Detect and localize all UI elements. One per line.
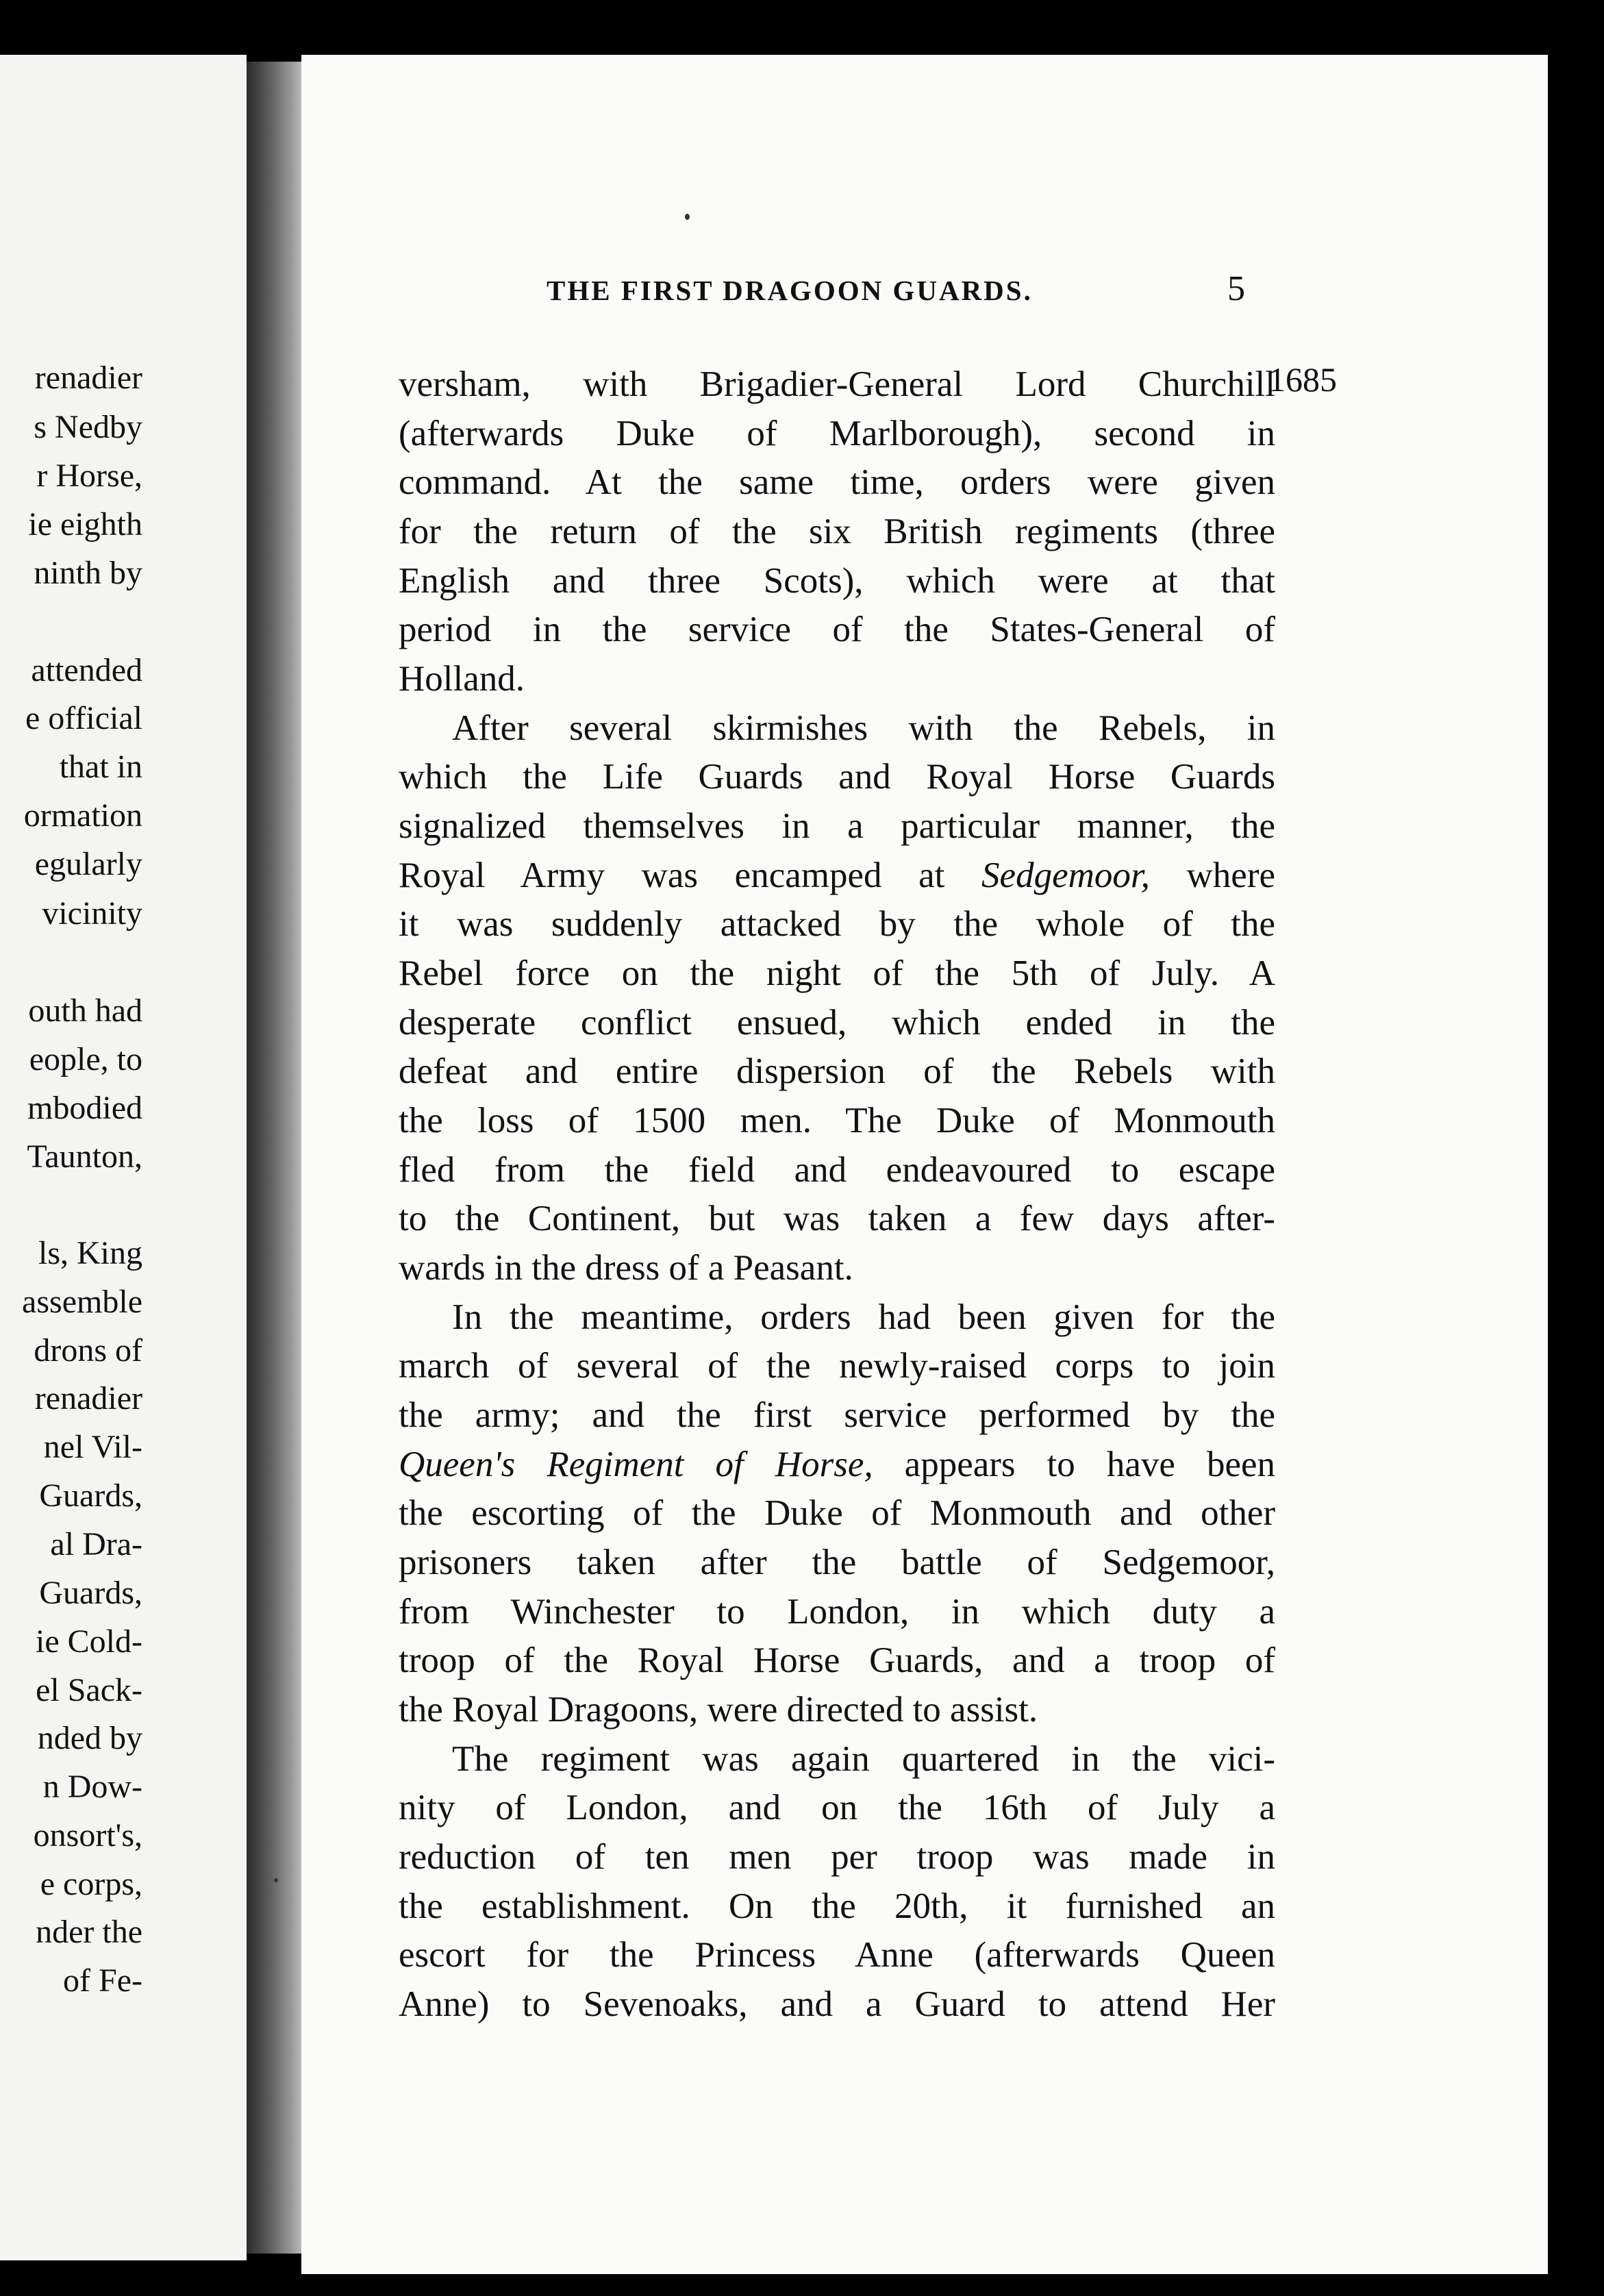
text-line: troop of the Royal Horse Guards, and a troop of xyxy=(399,1640,1275,1680)
left-page-line: n Dow- xyxy=(42,1769,142,1805)
text-line: Anne) to Sevenoaks, and a Guard to attend Her xyxy=(399,1984,1275,2024)
left-page-line: s Nedby xyxy=(34,409,142,445)
left-page-line: ormation xyxy=(23,797,142,834)
text-line: command. At the same time, orders were given xyxy=(399,462,1275,502)
text-line: reduction of ten men per troop was made in xyxy=(399,1837,1275,1877)
left-page-line: egularly xyxy=(34,846,142,882)
left-page-line: nel Vil- xyxy=(43,1429,142,1465)
left-page-line: al Dra- xyxy=(50,1526,142,1562)
italic-regiment-name: Queen's Regiment of Horse, xyxy=(399,1445,873,1484)
left-page-line: drons of xyxy=(34,1332,142,1369)
text-line: (afterwards Duke of Marlborough), second in xyxy=(399,414,1275,453)
text-run: where xyxy=(1149,856,1275,895)
left-page-line: mbodied xyxy=(27,1090,142,1126)
left-page-line: ninth by xyxy=(34,555,142,591)
text-line: which the Life Guards and Royal Horse Guards xyxy=(399,757,1275,797)
running-head: THE FIRST DRAGOON GUARDS. xyxy=(547,275,1033,306)
page-number: 5 xyxy=(1227,269,1245,308)
text-line: Holland. xyxy=(399,659,525,699)
left-page-line: e corps, xyxy=(40,1866,142,1902)
text-line: the loss of 1500 men. The Duke of Monmouth xyxy=(399,1101,1275,1140)
left-page-line: nded by xyxy=(37,1720,142,1756)
text-line: from Winchester to London, in which duty a xyxy=(399,1592,1275,1632)
text-line: The regiment was again quartered in the vici- xyxy=(452,1739,1275,1779)
left-page-line: vicinity xyxy=(42,895,142,932)
left-page-line: eople, to xyxy=(29,1041,142,1077)
left-page-line: attended xyxy=(31,652,142,688)
text-line: In the meantime, orders had been given for the xyxy=(452,1297,1275,1337)
text-line: escort for the Princess Anne (afterwards Queen xyxy=(399,1935,1275,1975)
text-line: versham, with Brigadier-General Lord Churchill xyxy=(399,364,1275,404)
text-line: the escorting of the Duke of Monmouth and other xyxy=(399,1493,1275,1533)
left-page-line: ie Cold- xyxy=(36,1623,142,1660)
text-line: fled from the field and endeavoured to escape xyxy=(399,1150,1275,1190)
left-page-line: outh had xyxy=(28,993,142,1029)
text-line: for the return of the six British regiments (three xyxy=(399,512,1275,551)
left-page-line: Guards, xyxy=(39,1575,142,1611)
left-page-line: assemble xyxy=(22,1284,142,1320)
text-line: it was suddenly attacked by the whole of the xyxy=(399,904,1275,944)
text-line-with-italic xyxy=(399,1447,1275,1483)
left-page-line: of Fe- xyxy=(63,1962,142,1999)
text-line: period in the service of the States-General of xyxy=(399,610,1275,649)
text-run: Royal Army was encamped at xyxy=(399,856,982,895)
text-line: desperate conflict ensued, which ended in the xyxy=(399,1003,1275,1043)
left-page-line: renadier xyxy=(34,360,142,396)
left-page-line: Guards, xyxy=(39,1477,142,1514)
left-page-line: renadier xyxy=(34,1380,142,1417)
text-line: nity of London, and on the 16th of July a xyxy=(399,1788,1275,1827)
text-line: the Royal Dragoons, were directed to assist. xyxy=(399,1690,1038,1730)
text-run: appears to have been xyxy=(873,1445,1275,1484)
text-line: signalized themselves in a particular manner, the xyxy=(399,806,1275,846)
left-page-fragment xyxy=(0,55,247,2260)
text-line: march of several of the newly-raised corps to join xyxy=(399,1346,1275,1386)
ink-speck xyxy=(274,1878,278,1882)
left-page-line: r Horse, xyxy=(36,458,142,494)
text-line-with-italic xyxy=(399,858,1275,894)
text-line: wards in the dress of a Peasant. xyxy=(399,1248,853,1288)
left-page-line: Taunton, xyxy=(27,1138,142,1175)
text-line: defeat and entire dispersion of the Rebels with xyxy=(399,1051,1275,1091)
left-page-line: ie eighth xyxy=(28,506,142,542)
left-page-line: that in xyxy=(59,749,142,785)
left-page-line: ls, King xyxy=(38,1235,142,1271)
italic-place-name: Sedgemoor, xyxy=(981,856,1150,895)
left-page-line: el Sack- xyxy=(36,1672,142,1708)
text-line: the establishment. On the 20th, it furnished an xyxy=(399,1886,1275,1926)
text-line: the army; and the first service performed by the xyxy=(399,1395,1275,1435)
text-line: After several skirmishes with the Rebels, in xyxy=(452,708,1275,748)
text-line: English and three Scots), which were at that xyxy=(399,561,1275,601)
left-page-line: nder the xyxy=(36,1914,142,1950)
text-line: prisoners taken after the battle of Sedgemoor, xyxy=(399,1543,1275,1582)
left-page-line: onsort's, xyxy=(33,1817,142,1854)
left-page-line: e official xyxy=(25,700,142,736)
margin-year-note: 1685 xyxy=(1268,360,1337,399)
text-line: Rebel force on the night of the 5th of July. A xyxy=(399,953,1275,993)
ink-speck xyxy=(685,214,690,220)
text-line: to the Continent, but was taken a few days after- xyxy=(399,1199,1275,1238)
